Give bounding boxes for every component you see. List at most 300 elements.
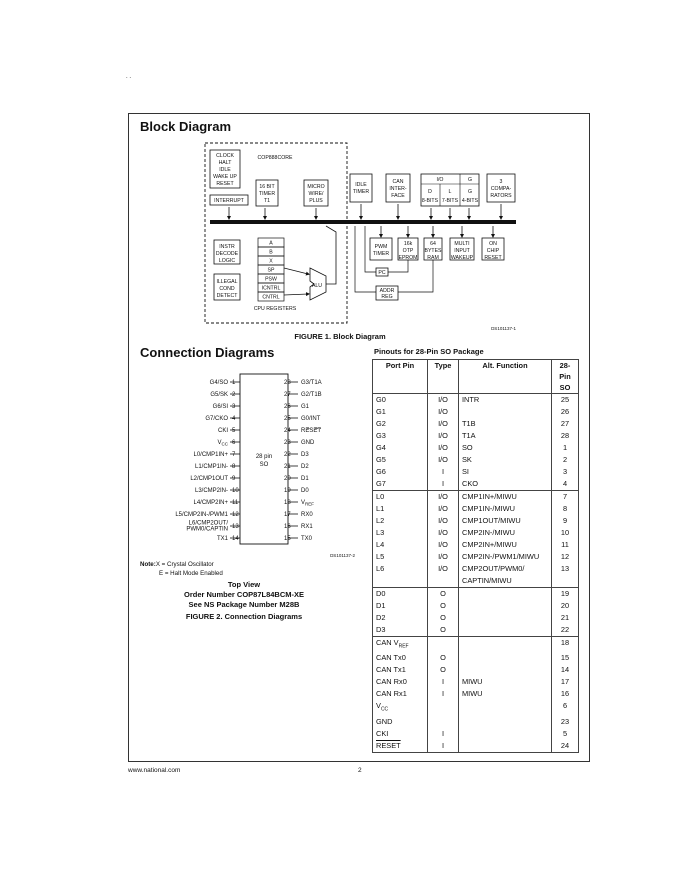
illegal-cond-line-2: DETECT (216, 293, 238, 299)
pin-label-18: $V_{REF}$ (301, 500, 315, 507)
cell-so: 10 (552, 527, 579, 539)
note-label: Note: (140, 561, 156, 568)
cell-so: 25 (552, 394, 579, 407)
cell-alt (459, 637, 552, 653)
pin-label-19: D0 (301, 488, 309, 494)
idle-timer-line-0: IDLE (355, 182, 367, 188)
pin-row (373, 515, 579, 527)
cell-alt: MIWU (459, 688, 552, 700)
comparators-line-1: COMPA- (490, 186, 512, 192)
pin-num-7: 7 (232, 452, 236, 458)
comparators-text (490, 179, 512, 199)
addr-reg-text (380, 288, 395, 300)
pin-num-11: 11 (232, 500, 239, 506)
cell-alt: T1B (459, 418, 552, 430)
cell-pin: G3 (373, 430, 428, 442)
pin-row (373, 418, 579, 430)
cell-type (428, 716, 459, 728)
cell-alt: CMP1IN-/MIWU (459, 503, 552, 515)
cell-pin: G2 (373, 418, 428, 430)
interrupt-label: INTERRUPT (214, 198, 244, 204)
cell-pin: GND (373, 716, 428, 728)
io-header-g: G (467, 177, 473, 183)
cell-so: 8 (552, 503, 579, 515)
pin-label-25: G0/INT (301, 416, 321, 422)
pin-row (373, 394, 579, 407)
cell-type: I (428, 466, 459, 478)
clock-line-4: RESET (216, 181, 234, 187)
pin-row (373, 676, 579, 688)
pin-row (373, 716, 579, 728)
figure1-caption: FIGURE 1. Block Diagram (294, 332, 386, 341)
pwm-timer-line-0: PWM (374, 244, 388, 250)
pin-label-4: G7/CKO (205, 416, 228, 422)
onchip-reset-line-2: RESET (484, 255, 502, 261)
cpu-registers (258, 238, 284, 301)
cell-type: I/O (428, 515, 459, 527)
col-alt-function: Alt. Function (459, 360, 552, 394)
pin-row (373, 563, 579, 575)
pin-label-16: RX1 (301, 524, 313, 530)
otp-eprom-text (398, 241, 417, 261)
cell-alt: CAPTIN/MIWU (459, 575, 552, 588)
ic-center-line2: SO (259, 462, 269, 468)
cell-so: 6 (552, 700, 579, 715)
clock-line-0: CLOCK (216, 153, 234, 159)
cell-type: I (428, 676, 459, 688)
pin-row (373, 406, 579, 418)
cell-so: 12 (552, 551, 579, 563)
cell-so: 18 (552, 637, 579, 653)
cell-pin: L4 (373, 539, 428, 551)
pin-num-8: 8 (232, 464, 236, 470)
cell-type: I/O (428, 503, 459, 515)
register-sp: SP (267, 267, 275, 274)
pin-row (373, 624, 579, 637)
register-a: A (269, 240, 273, 247)
col-type: Type (428, 360, 459, 394)
pin-num-18: 18 (284, 500, 291, 506)
otp-eprom-line-1: OTP (402, 248, 414, 254)
top-view: Top View (227, 580, 261, 589)
pin-row (373, 600, 579, 612)
cell-pin: D3 (373, 624, 428, 637)
cell-type: I (428, 728, 459, 740)
pwm-timer-text (373, 244, 389, 257)
multi-wakeup-text (451, 241, 474, 261)
cell-alt: CMP2IN-/PWM1/MIWU (459, 551, 552, 563)
pinout-title: Pinouts for 28-Pin SO Package (374, 347, 484, 356)
cell-type: O (428, 652, 459, 664)
cell-alt: CMP2IN-/MIWU (459, 527, 552, 539)
clock-box-text (213, 153, 237, 187)
cell-pin: G0 (373, 394, 428, 407)
cell-alt: T1A (459, 430, 552, 442)
package-number: See NS Package Number M28B (188, 600, 300, 609)
pin-num-23: 23 (284, 440, 291, 446)
cell-so: 27 (552, 418, 579, 430)
cell-pin: CAN Rx1 (373, 688, 428, 700)
microwire-line-2: PLUS (309, 198, 323, 204)
pin-row (373, 466, 579, 478)
figure2-caption: FIGURE 2. Connection Diagrams (185, 612, 303, 621)
pin-num-10: 10 (232, 488, 239, 494)
pin-row (373, 728, 579, 740)
cell-type (428, 575, 459, 588)
cell-so: 7 (552, 491, 579, 504)
pin-num-19: 19 (284, 488, 291, 494)
cell-alt (459, 716, 552, 728)
io-bits-0: 8-BITS (421, 198, 439, 204)
cell-type: I/O (428, 418, 459, 430)
pc-label: PC (378, 270, 386, 276)
pin-label-23: GND (301, 440, 315, 446)
register-psw: PSW (265, 276, 277, 283)
block-diagram (200, 140, 530, 332)
microwire-line-0: MICRO (307, 184, 325, 190)
pin-row (373, 575, 579, 588)
pin-row (373, 612, 579, 624)
timer-line-1: TIMER (258, 191, 276, 197)
cell-pin: G7 (373, 478, 428, 491)
footer-website: www.national.com (128, 767, 181, 774)
pin-label-28: G3/T1A (301, 380, 322, 386)
cell-so: 17 (552, 676, 579, 688)
cell-alt: CKO (459, 478, 552, 491)
cell-pin: CKI (373, 728, 428, 740)
cell-type: I/O (428, 406, 459, 418)
otp-eprom-line-2: EPROM (398, 255, 418, 261)
pin-num-20: 20 (284, 476, 291, 482)
clock-line-3: WAKE UP (213, 174, 237, 180)
cell-type: I/O (428, 539, 459, 551)
main-bus (210, 220, 516, 224)
cell-type: I (428, 740, 459, 753)
cell-so: 14 (552, 664, 579, 676)
cell-alt: MIWU (459, 676, 552, 688)
cell-alt: SO (459, 442, 552, 454)
cell-type (428, 700, 459, 715)
pin-num-21: 21 (284, 464, 291, 470)
pin-num-13: 13 (232, 524, 239, 530)
cell-pin: G5 (373, 454, 428, 466)
cell-alt (459, 700, 552, 715)
pin-num-3: 3 (232, 404, 236, 410)
ds-code-1: DS101137-1 (491, 326, 516, 331)
footer-page-number: 2 (358, 767, 362, 774)
header-marks: . . (126, 74, 132, 80)
cell-type: I (428, 478, 459, 491)
pin-num-14: 14 (232, 536, 239, 542)
microwire-box-text (307, 184, 324, 204)
cell-alt (459, 664, 552, 676)
pin-num-27: 27 (284, 392, 291, 398)
cell-alt: CMP2IN+/MIWU (459, 539, 552, 551)
pin-row (373, 539, 579, 551)
cell-pin: L2 (373, 515, 428, 527)
register-cntrl: CNTRL (262, 294, 280, 301)
note-line2: E = Halt Mode Enabled (159, 570, 223, 577)
register-x: X (269, 258, 273, 265)
pin-num-17: 17 (284, 512, 291, 518)
pinout-table (372, 359, 579, 753)
cell-type: I/O (428, 430, 459, 442)
io-port-2: G (467, 189, 473, 195)
can-box-text (389, 179, 407, 199)
pin-row (373, 588, 579, 601)
pin-num-26: 26 (284, 404, 291, 410)
pin-num-15: 15 (284, 536, 291, 542)
core-label: COP888CORE (257, 155, 293, 161)
comparators-line-2: RATORS (490, 193, 512, 199)
addr-reg-line-0: ADDR (379, 288, 395, 294)
cell-type: O (428, 612, 459, 624)
ram-line-0: 64 (430, 241, 436, 247)
order-number: Order Number COP87L84BCM-XE (183, 590, 305, 599)
cell-so: 4 (552, 478, 579, 491)
pin-label-21: D2 (301, 464, 309, 470)
pin-num-6: 6 (232, 440, 236, 446)
pin-row (373, 637, 579, 653)
cell-alt: CMP1IN+/MIWU (459, 491, 552, 504)
pin-label-27: G2/T1B (301, 392, 322, 398)
pin-label-1: G4/SO (209, 380, 228, 386)
pin-row (373, 491, 579, 504)
cell-so: 23 (552, 716, 579, 728)
cell-pin: D0 (373, 588, 428, 601)
instr-decode-text (216, 244, 239, 264)
cell-alt (459, 600, 552, 612)
cell-pin (373, 575, 428, 588)
pin-num-9: 9 (232, 476, 236, 482)
illegal-cond-line-0: ILLEGAL (216, 279, 238, 285)
col-28pin-so: 28-Pin SO (552, 360, 579, 394)
cell-alt (459, 624, 552, 637)
cell-so: 5 (552, 728, 579, 740)
pin-row (373, 551, 579, 563)
instr-decode-line-0: INSTR (219, 244, 235, 250)
cell-alt: SI (459, 466, 552, 478)
cell-so: 26 (552, 406, 579, 418)
io-port-1: L (448, 189, 452, 195)
alu-label: ALU (311, 283, 323, 289)
cell-so (552, 575, 579, 588)
can-line-2: FACE (391, 193, 405, 199)
cell-type: O (428, 588, 459, 601)
cell-pin: L3 (373, 527, 428, 539)
pin-row (373, 700, 579, 715)
pin-row (373, 454, 579, 466)
cell-pin: L6 (373, 563, 428, 575)
pin-num-24: 24 (284, 428, 291, 434)
addr-reg-line-1: REG (381, 294, 393, 300)
io-box-text (422, 177, 479, 204)
pin-label-7: L0/CMP1IN+ (193, 452, 228, 458)
comparators-line-0: 3 (499, 179, 503, 185)
pin-label-24: RESET (301, 428, 322, 434)
cell-so: 22 (552, 624, 579, 637)
io-port-0: D (428, 189, 432, 195)
cell-pin: RESET (373, 740, 428, 753)
cell-pin: CAN Tx0 (373, 652, 428, 664)
pin-label-13-a: L6/CMP2OUT/ (188, 520, 228, 527)
can-line-1: INTER- (389, 186, 407, 192)
cell-pin: L0 (373, 491, 428, 504)
instr-decode-line-2: LOGIC (218, 258, 236, 264)
illegal-cond-text (216, 279, 238, 299)
clock-line-2: IDLE (219, 167, 231, 173)
cpu-registers-label: CPU REGISTERS (253, 306, 297, 312)
onchip-reset-text (484, 241, 502, 261)
idle-timer-text (353, 182, 369, 195)
idle-timer-box (350, 174, 372, 202)
pin-label-6: $V_{CC}$ (217, 440, 228, 447)
multi-wakeup-line-0: MULTI (454, 241, 470, 247)
pin-row (373, 478, 579, 491)
note-line1: X = Crystal Oscillator (155, 561, 214, 568)
cell-so: 3 (552, 466, 579, 478)
cell-alt: INTR (459, 394, 552, 407)
pin-label-13-b: PWM0/CAPTIN (186, 526, 228, 533)
block-diagram-title: Block Diagram (140, 119, 232, 134)
connection-diagrams-title: Connection Diagrams (140, 345, 275, 360)
pin-label-26: G1 (301, 404, 310, 410)
pin-row (373, 740, 579, 753)
note (140, 561, 214, 568)
pin-label-17: RX0 (301, 512, 313, 518)
otp-eprom-line-0: 16k (403, 241, 413, 247)
io-header-io: I/O (436, 177, 444, 183)
col-port-pin: Port Pin (373, 360, 428, 394)
pin-label-3: G6/SI (212, 404, 228, 410)
pin-num-4: 4 (232, 416, 236, 422)
pin-label-12: L5/CMP2IN-/PWM1 (175, 512, 228, 518)
cell-type: O (428, 624, 459, 637)
ram-line-2: RAM (427, 255, 439, 261)
cell-pin: CAN Tx1 (373, 664, 428, 676)
io-bits-1: 7-BITS (441, 198, 459, 204)
pin-num-12: 12 (232, 512, 239, 518)
cell-so: 9 (552, 515, 579, 527)
pin-row (373, 503, 579, 515)
cell-so: 24 (552, 740, 579, 753)
ds-code-2: DS101137-2 (330, 553, 355, 558)
register-b: B (269, 249, 273, 256)
cell-alt: CMP1OUT/MIWU (459, 515, 552, 527)
cell-type: I/O (428, 527, 459, 539)
cell-pin: G6 (373, 466, 428, 478)
cell-so: 16 (552, 688, 579, 700)
pin-label-20: D1 (301, 476, 309, 482)
cell-alt: SK (459, 454, 552, 466)
pin-row (373, 664, 579, 676)
ic-diagram (150, 370, 360, 562)
pin-label-8: L1/CMP1IN- (194, 464, 228, 470)
pin-label-14: TX1 (216, 536, 228, 542)
pin-label-10: L3/CMP2IN- (194, 488, 228, 494)
cell-so: 20 (552, 600, 579, 612)
cell-type: I/O (428, 563, 459, 575)
can-line-0: CAN (392, 179, 404, 185)
cell-alt (459, 588, 552, 601)
pin-label-2: G5/SK (210, 392, 228, 398)
instr-decode-line-1: DECODE (215, 251, 239, 257)
timer-box-text (259, 184, 276, 204)
cell-pin: $V_{CC}$ (373, 700, 428, 715)
cell-type: I/O (428, 551, 459, 563)
ram-line-1: BYTES (424, 248, 442, 254)
timer-line-0: 16 BIT (259, 184, 275, 190)
cell-pin: CAN Rx0 (373, 676, 428, 688)
pin-num-5: 5 (232, 428, 236, 434)
illegal-cond-line-1: COND (219, 286, 235, 292)
pin-num-16: 16 (284, 524, 291, 530)
cell-alt (459, 406, 552, 418)
cell-pin: D2 (373, 612, 428, 624)
pin-num-22: 22 (284, 452, 291, 458)
cell-pin: D1 (373, 600, 428, 612)
cell-alt (459, 728, 552, 740)
ram-text (424, 241, 442, 261)
multi-wakeup-line-1: INPUT (454, 248, 470, 254)
io-bits-2: 4-BITS (461, 198, 479, 204)
idle-timer-line-1: TIMER (352, 189, 370, 195)
cell-type: O (428, 664, 459, 676)
pin-label-22: D3 (301, 452, 309, 458)
timer-line-2: T1 (263, 198, 271, 204)
pin-row (373, 652, 579, 664)
cell-pin: L5 (373, 551, 428, 563)
cell-so: 1 (552, 442, 579, 454)
cell-type: I/O (428, 454, 459, 466)
cell-type: I (428, 688, 459, 700)
cell-alt: CMP2OUT/PWM0/ (459, 563, 552, 575)
pin-label-9: L2/CMP1OUT (190, 476, 228, 482)
pin-row (373, 430, 579, 442)
pin-row (373, 442, 579, 454)
pin-label-11: L4/CMP2IN+ (193, 500, 228, 506)
onchip-reset-line-0: ON (489, 241, 497, 247)
cell-type: I/O (428, 394, 459, 407)
onchip-reset-line-1: CHIP (486, 248, 500, 254)
cell-type: I/O (428, 442, 459, 454)
cell-type: O (428, 600, 459, 612)
pin-row (373, 688, 579, 700)
pin-num-2: 2 (232, 392, 236, 398)
cell-so: 21 (552, 612, 579, 624)
cell-so: 11 (552, 539, 579, 551)
pin-num-25: 25 (284, 416, 291, 422)
cell-pin: G4 (373, 442, 428, 454)
cell-so: 2 (552, 454, 579, 466)
cell-so: 19 (552, 588, 579, 601)
pin-row (373, 527, 579, 539)
pin-label-5: CKI (217, 428, 228, 434)
pin-num-1: 1 (232, 380, 236, 386)
multi-wakeup-line-2: WAKEUP (450, 255, 474, 261)
cell-type (428, 637, 459, 653)
register-icntrl: ICNTRL (261, 285, 281, 292)
cell-pin: CAN $V_{REF}$ (373, 637, 428, 653)
microwire-line-1: WIRE/ (308, 191, 324, 197)
cell-so: 15 (552, 652, 579, 664)
cell-so: 13 (552, 563, 579, 575)
cell-pin: G1 (373, 406, 428, 418)
cell-alt (459, 652, 552, 664)
cell-type: I/O (428, 491, 459, 504)
pin-num-28: 28 (284, 380, 291, 386)
cell-so: 28 (552, 430, 579, 442)
